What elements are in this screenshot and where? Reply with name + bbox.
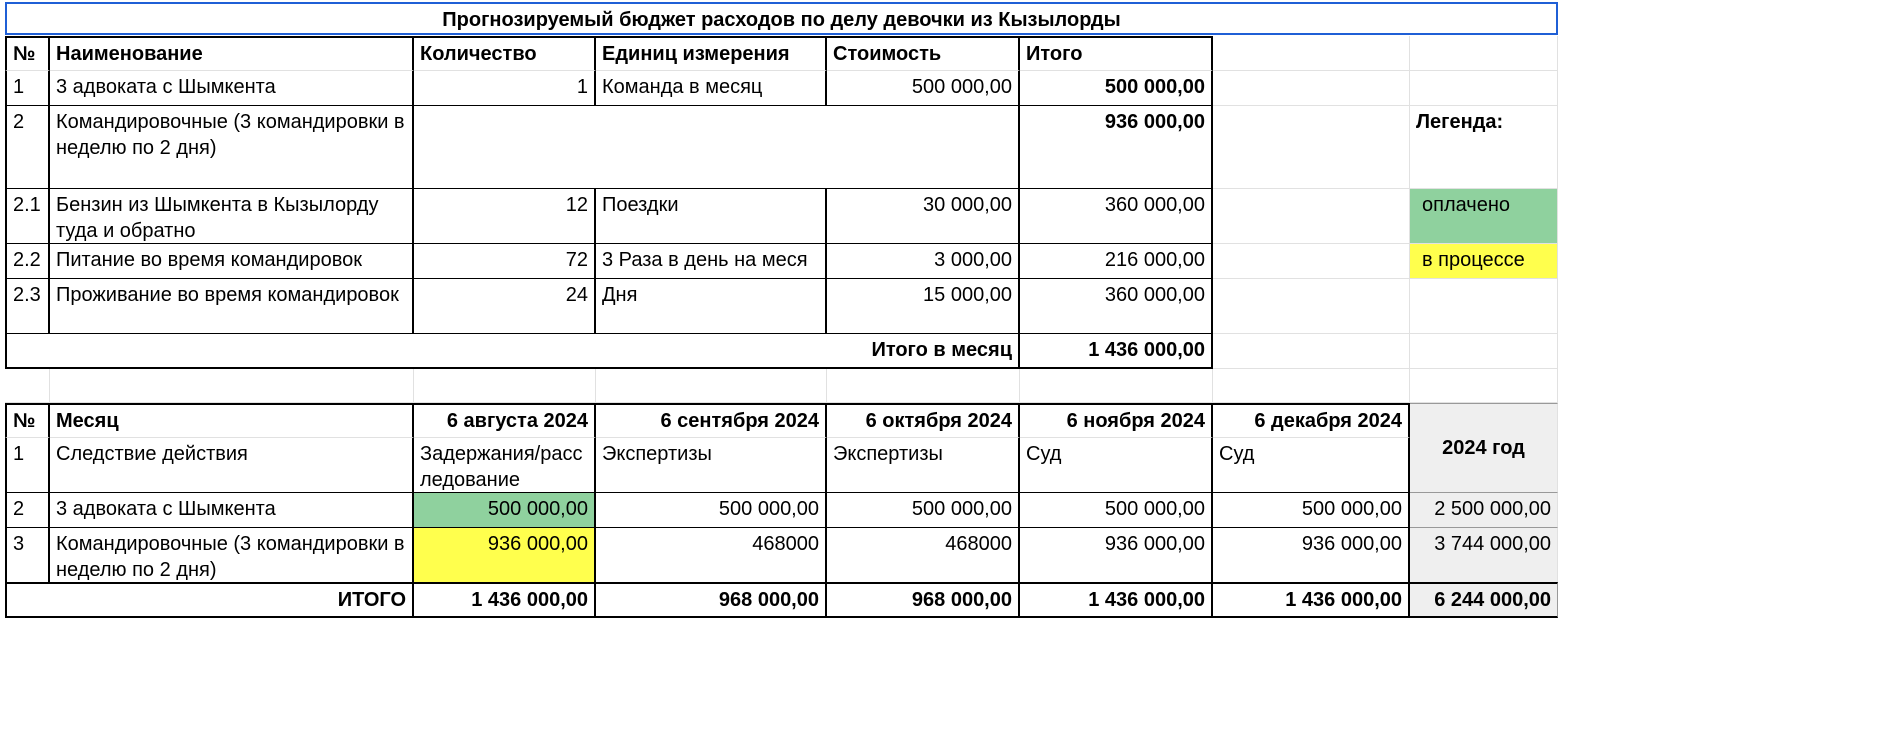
t2-header-month[interactable]: Месяц bbox=[50, 403, 414, 438]
empty-cell[interactable] bbox=[827, 369, 1020, 403]
empty-cell[interactable] bbox=[1410, 279, 1558, 334]
empty-cell[interactable] bbox=[1213, 106, 1410, 189]
row23-total[interactable]: 360 000,00 bbox=[1020, 279, 1213, 334]
t2-header-aug[interactable]: 6 августа 2024 bbox=[414, 403, 596, 438]
row23-unit[interactable]: Дня bbox=[596, 279, 827, 334]
empty-cell[interactable] bbox=[414, 369, 596, 403]
row21-qty[interactable]: 12 bbox=[414, 189, 596, 244]
t2-row1-num[interactable]: 1 bbox=[5, 438, 50, 493]
t2-row2-year[interactable]: 2 500 000,00 bbox=[1410, 493, 1558, 528]
row22-num[interactable]: 2.2 bbox=[5, 244, 50, 279]
empty-cell[interactable] bbox=[596, 369, 827, 403]
empty-cell[interactable] bbox=[1213, 71, 1410, 106]
row1-total[interactable]: 500 000,00 bbox=[1020, 71, 1213, 106]
row23-num[interactable]: 2.3 bbox=[5, 279, 50, 334]
row1-qty[interactable]: 1 bbox=[414, 71, 596, 106]
empty-cell[interactable] bbox=[1410, 334, 1558, 369]
empty-cell[interactable] bbox=[1213, 279, 1410, 334]
row21-num[interactable]: 2.1 bbox=[5, 189, 50, 244]
empty-cell[interactable] bbox=[1213, 244, 1410, 279]
empty-cell[interactable] bbox=[50, 369, 414, 403]
row1-name[interactable]: 3 адвоката с Шымкента bbox=[50, 71, 414, 106]
row22-name[interactable]: Питание во время командировок bbox=[50, 244, 414, 279]
t2-row3-oct[interactable]: 468000 bbox=[827, 528, 1020, 583]
t2-row1-name[interactable]: Следствие действия bbox=[50, 438, 414, 493]
empty-cell[interactable] bbox=[1410, 71, 1558, 106]
row2-merged[interactable] bbox=[414, 106, 1020, 189]
row22-qty[interactable]: 72 bbox=[414, 244, 596, 279]
t2-total-label[interactable]: ИТОГО bbox=[5, 582, 414, 618]
legend-title[interactable]: Легенда: bbox=[1410, 106, 1558, 189]
t2-row1-dec[interactable]: Суд bbox=[1213, 438, 1410, 493]
row1-cost[interactable]: 500 000,00 bbox=[827, 71, 1020, 106]
t2-row1-oct[interactable]: Экспертизы bbox=[827, 438, 1020, 493]
t2-row2-oct[interactable]: 500 000,00 bbox=[827, 493, 1020, 528]
t2-year-label[interactable]: 2024 год bbox=[1410, 431, 1558, 493]
legend-paid-swatch[interactable]: оплачено bbox=[1410, 189, 1558, 244]
empty-cell[interactable] bbox=[1020, 369, 1213, 403]
row23-name[interactable]: Проживание во время командировок bbox=[50, 279, 414, 334]
empty-cell[interactable] bbox=[1213, 36, 1410, 71]
t2-total-sep[interactable]: 968 000,00 bbox=[596, 582, 827, 618]
t2-row3-year[interactable]: 3 744 000,00 bbox=[1410, 528, 1558, 583]
t2-row2-aug[interactable]: 500 000,00 bbox=[414, 493, 596, 528]
col-header-num[interactable]: № bbox=[5, 36, 50, 71]
t2-header-sep[interactable]: 6 сентября 2024 bbox=[596, 403, 827, 438]
row2-name[interactable]: Командировочные (3 командировки в неделю по 2 дня) bbox=[50, 106, 414, 189]
row22-cost[interactable]: 3 000,00 bbox=[827, 244, 1020, 279]
t2-total-dec[interactable]: 1 436 000,00 bbox=[1213, 582, 1410, 618]
row1-num[interactable]: 1 bbox=[5, 71, 50, 106]
row23-qty[interactable]: 24 bbox=[414, 279, 596, 334]
t2-header-dec[interactable]: 6 декабря 2024 bbox=[1213, 403, 1410, 438]
empty-cell[interactable] bbox=[1410, 36, 1558, 71]
t2-row2-nov[interactable]: 500 000,00 bbox=[1020, 493, 1213, 528]
t2-total-aug[interactable]: 1 436 000,00 bbox=[414, 582, 596, 618]
t2-row3-sep[interactable]: 468000 bbox=[596, 528, 827, 583]
row21-name[interactable]: Бензин из Шымкента в Кызылорду туда и обратно bbox=[50, 189, 414, 244]
row21-total[interactable]: 360 000,00 bbox=[1020, 189, 1213, 244]
t2-row3-dec[interactable]: 936 000,00 bbox=[1213, 528, 1410, 583]
col-header-total[interactable]: Итого bbox=[1020, 36, 1213, 71]
row22-unit[interactable]: 3 Раза в день на меся bbox=[596, 244, 827, 279]
row22-total[interactable]: 216 000,00 bbox=[1020, 244, 1213, 279]
col-header-name[interactable]: Наименование bbox=[50, 36, 414, 71]
col-header-qty[interactable]: Количество bbox=[414, 36, 596, 71]
col-header-cost[interactable]: Стоимость bbox=[827, 36, 1020, 71]
row23-cost[interactable]: 15 000,00 bbox=[827, 279, 1020, 334]
t2-row2-name[interactable]: 3 адвоката с Шымкента bbox=[50, 493, 414, 528]
t2-header-num[interactable]: № bbox=[5, 403, 50, 438]
monthly-total-value[interactable]: 1 436 000,00 bbox=[1020, 334, 1213, 369]
t2-total-nov[interactable]: 1 436 000,00 bbox=[1020, 582, 1213, 618]
row1-unit[interactable]: Команда в месяц bbox=[596, 71, 827, 106]
row21-cost[interactable]: 30 000,00 bbox=[827, 189, 1020, 244]
monthly-total-label[interactable]: Итого в месяц bbox=[5, 334, 1020, 369]
t2-row1-aug[interactable]: Задержания/расследование bbox=[414, 438, 596, 493]
t2-total-oct[interactable]: 968 000,00 bbox=[827, 582, 1020, 618]
t2-grand-total[interactable]: 6 244 000,00 bbox=[1410, 582, 1558, 618]
t2-row2-sep[interactable]: 500 000,00 bbox=[596, 493, 827, 528]
col-header-unit[interactable]: Единиц измерения bbox=[596, 36, 827, 71]
empty-cell[interactable] bbox=[1213, 334, 1410, 369]
sheet-title[interactable]: Прогнозируемый бюджет расходов по делу девочки из Кызылорды bbox=[5, 2, 1558, 35]
legend-in-progress-swatch[interactable]: в процессе bbox=[1410, 244, 1558, 279]
t2-row3-nov[interactable]: 936 000,00 bbox=[1020, 528, 1213, 583]
empty-cell[interactable] bbox=[1213, 189, 1410, 244]
t2-row1-nov[interactable]: Суд bbox=[1020, 438, 1213, 493]
empty-cell[interactable] bbox=[1213, 369, 1410, 403]
empty-cell[interactable] bbox=[5, 369, 50, 403]
t2-row3-num[interactable]: 3 bbox=[5, 528, 50, 583]
t2-row3-name[interactable]: Командировочные (3 командировки в неделю по 2 дня) bbox=[50, 528, 414, 583]
row2-total[interactable]: 936 000,00 bbox=[1020, 106, 1213, 189]
row21-unit[interactable]: Поездки bbox=[596, 189, 827, 244]
t2-header-oct[interactable]: 6 октября 2024 bbox=[827, 403, 1020, 438]
t2-header-nov[interactable]: 6 ноября 2024 bbox=[1020, 403, 1213, 438]
row2-num[interactable]: 2 bbox=[5, 106, 50, 189]
t2-row2-num[interactable]: 2 bbox=[5, 493, 50, 528]
t2-row1-sep[interactable]: Экспертизы bbox=[596, 438, 827, 493]
empty-cell[interactable] bbox=[1410, 369, 1558, 403]
t2-row2-dec[interactable]: 500 000,00 bbox=[1213, 493, 1410, 528]
t2-row3-aug[interactable]: 936 000,00 bbox=[414, 528, 596, 583]
